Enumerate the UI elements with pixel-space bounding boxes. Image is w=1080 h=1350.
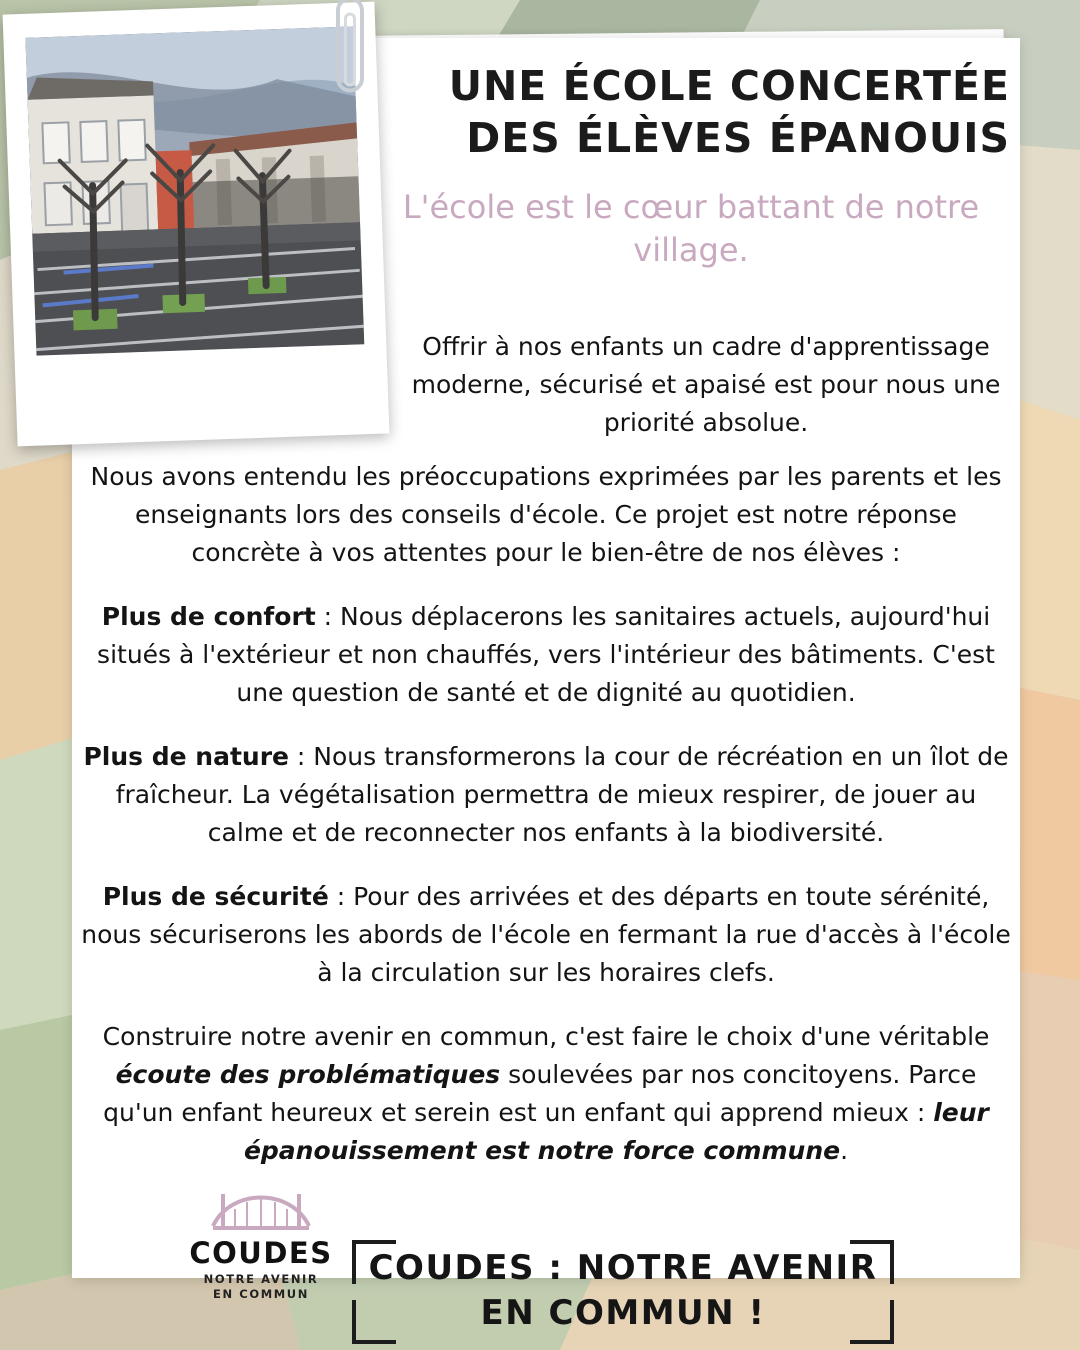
point-nature bbox=[80, 738, 1012, 852]
subtitle: L'école est le cœur battant de notre village. bbox=[402, 188, 980, 270]
point-comfort-label: Plus de confort bbox=[101, 602, 316, 631]
logo-subtitle-2: EN COMMUN bbox=[213, 1287, 309, 1301]
point-security-text: : Pour des arrivées et des départs en toute sérénité, nous sécuriserons les abords de l'école en fermant la rue d'accès à l'école à la circulation sur les horaires clefs. bbox=[81, 882, 1011, 987]
poster-content bbox=[72, 38, 1020, 1278]
paragraph-context: Nous avons entendu les préoccupations exprimées par les parents et les enseignants lors des conseils d'école. Ce projet est notre réponse concrète à vos attentes pour le bien-être de nos élèves : bbox=[90, 462, 1002, 567]
closing-paragraph bbox=[80, 1018, 1012, 1170]
logo-title: COUDES bbox=[189, 1236, 333, 1270]
closing-part-a: Construire notre avenir en commun, c'est faire le choix d'une véritable bbox=[102, 1022, 990, 1051]
slogan-line-1: COUDES : NOTRE AVENIR bbox=[368, 1248, 878, 1288]
point-security bbox=[80, 878, 1012, 992]
closing-emphasis-2: leur épanouissement est notre force commune bbox=[243, 1098, 989, 1165]
body-copy bbox=[80, 458, 1012, 1170]
point-nature-text: : Nous transformerons la cour de récréation en un îlot de fraîcheur. La végétalisation permettra de mieux respirer, de jouer au calme et de reconnecter nos enfants à la biodiversité. bbox=[115, 742, 1009, 847]
slogan-text bbox=[352, 1246, 894, 1336]
point-nature-label: Plus de nature bbox=[83, 742, 289, 771]
point-security-label: Plus de sécurité bbox=[102, 882, 329, 911]
title-line-1: UNE ÉCOLE CONCERTÉE bbox=[448, 62, 1010, 110]
bridge-icon bbox=[209, 1178, 313, 1234]
intro-paragraph: Offrir à nos enfants un cadre d'apprentissage moderne, sécurisé et apaisé est pour nous une priorité absolue. bbox=[411, 332, 1001, 437]
slogan-line-2: EN COMMUN ! bbox=[480, 1292, 766, 1333]
logo-subtitle-1: NOTRE AVENIR bbox=[203, 1272, 319, 1286]
title-line-2: DES ÉLÈVES ÉPANOUIS bbox=[466, 114, 1010, 163]
point-comfort bbox=[80, 598, 1012, 712]
point-comfort-text: : Nous déplacerons les sanitaires actuels, aujourd'hui situés à l'extérieur et non chauffés, vers l'intérieur des bâtiments. C'est une question de santé et de dignité au quotidien. bbox=[97, 602, 995, 707]
closing-part-c: soulevées par nos concitoyens. Parce qu'un enfant heureux et serein est un enfant qui apprend mieux : bbox=[103, 1060, 977, 1127]
closing-part-e: . bbox=[840, 1136, 849, 1165]
slogan-frame bbox=[352, 1240, 894, 1344]
closing-emphasis-1: écoute des problématiques bbox=[115, 1060, 501, 1089]
brand-logo bbox=[168, 1178, 354, 1301]
page-title bbox=[372, 60, 1010, 165]
